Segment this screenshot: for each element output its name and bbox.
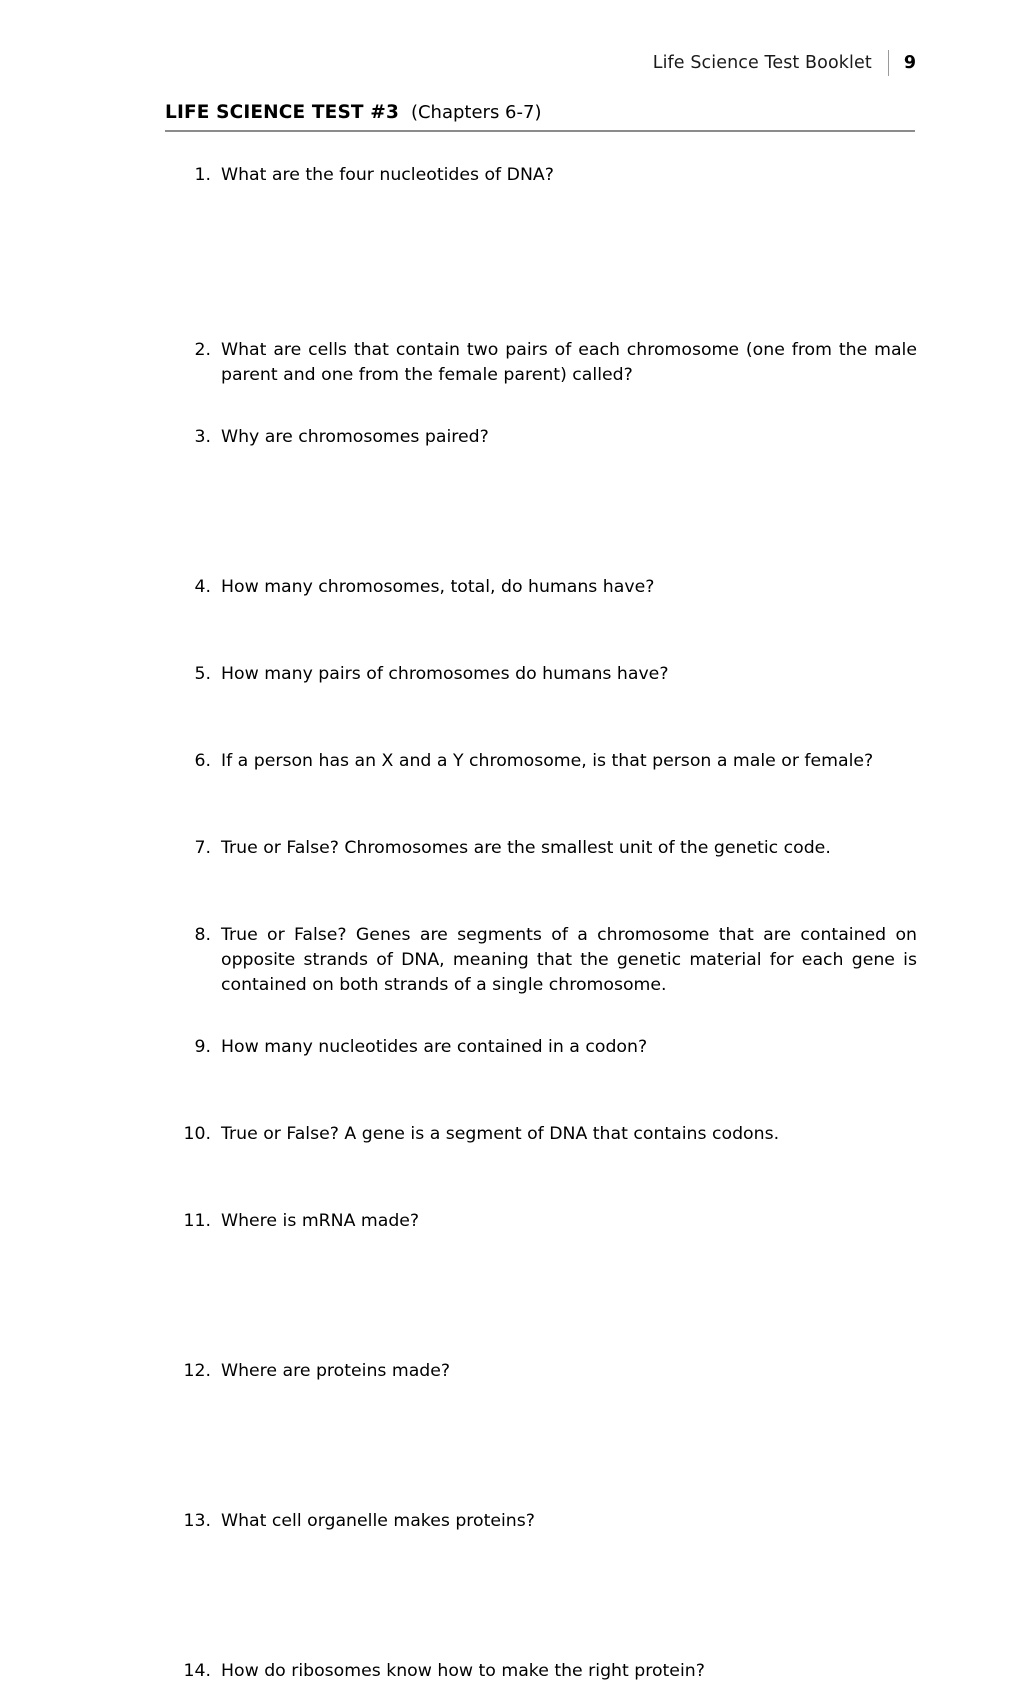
question-number: 6. — [194, 751, 211, 771]
booklet-title: Life Science Test Booklet — [652, 53, 872, 73]
answer-space — [165, 687, 917, 749]
question-number: 3. — [194, 427, 211, 447]
question-text: How do ribosomes know how to make the right protein? — [221, 1661, 705, 1681]
answer-space — [165, 861, 917, 923]
answer-space — [165, 1534, 917, 1659]
question-text: If a person has an X and a Y chromosome, is that person a male or female? — [221, 751, 874, 771]
question-number: 2. — [194, 340, 211, 360]
question-text: How many nucleotides are contained in a codon? — [221, 1037, 648, 1057]
question-number: 9. — [194, 1037, 211, 1057]
question-number: 12. — [183, 1361, 211, 1381]
page-number: 9 — [903, 53, 916, 73]
question-number: 5. — [194, 664, 211, 684]
question-item — [165, 749, 917, 774]
question-item — [165, 662, 917, 687]
question-text: Why are chromosomes paired? — [221, 427, 489, 447]
question-item — [165, 923, 917, 998]
title-rule — [165, 130, 915, 132]
question-text: Where are proteins made? — [221, 1361, 451, 1381]
question-text: What are cells that contain two pairs of each chromosome (one from the male parent and one from the female parent) called? — [221, 340, 917, 385]
question-item — [165, 1659, 917, 1684]
answer-space — [165, 774, 917, 836]
question-number: 1. — [194, 165, 211, 185]
question-number: 13. — [183, 1511, 211, 1531]
question-number: 14. — [183, 1661, 211, 1681]
question-item — [165, 575, 917, 600]
answer-space — [165, 188, 917, 338]
question-text: True or False? Chromosomes are the smallest unit of the genetic code. — [221, 838, 831, 858]
question-text: How many chromosomes, total, do humans have? — [221, 577, 655, 597]
question-text: True or False? Genes are segments of a chromosome that are contained on opposite strands of DNA, meaning that the genetic material for each gene is contained on both strands of a single chromosome. — [221, 925, 917, 995]
question-item — [165, 1035, 917, 1060]
answer-space — [165, 450, 917, 575]
answer-space — [165, 1147, 917, 1209]
answer-space — [165, 1384, 917, 1509]
answer-space — [165, 388, 917, 425]
question-text: What cell organelle makes proteins? — [221, 1511, 535, 1531]
question-list — [165, 163, 917, 1684]
question-number: 4. — [194, 577, 211, 597]
question-number: 7. — [194, 838, 211, 858]
question-text: Where is mRNA made? — [221, 1211, 420, 1231]
question-number: 10. — [183, 1124, 211, 1144]
question-item — [165, 163, 917, 188]
question-item — [165, 1359, 917, 1384]
question-item — [165, 836, 917, 861]
question-item — [165, 425, 917, 450]
question-item — [165, 338, 917, 388]
question-text: How many pairs of chromosomes do humans have? — [221, 664, 669, 684]
header-divider — [888, 50, 889, 76]
test-title-block — [165, 102, 915, 132]
chapter-range: (Chapters 6-7) — [410, 102, 542, 123]
running-header — [653, 48, 916, 78]
question-item — [165, 1509, 917, 1534]
test-title-line — [165, 102, 915, 123]
answer-space — [165, 1060, 917, 1122]
answer-space — [165, 998, 917, 1035]
question-text: True or False? A gene is a segment of DNA that contains codons. — [221, 1124, 780, 1144]
question-number: 11. — [183, 1211, 211, 1231]
page-title: LIFE SCIENCE TEST #3 — [165, 102, 399, 123]
question-item — [165, 1209, 917, 1234]
answer-space — [165, 600, 917, 662]
question-text: What are the four nucleotides of DNA? — [221, 165, 554, 185]
answer-space — [165, 1234, 917, 1359]
question-item — [165, 1122, 917, 1147]
question-number: 8. — [194, 925, 211, 945]
